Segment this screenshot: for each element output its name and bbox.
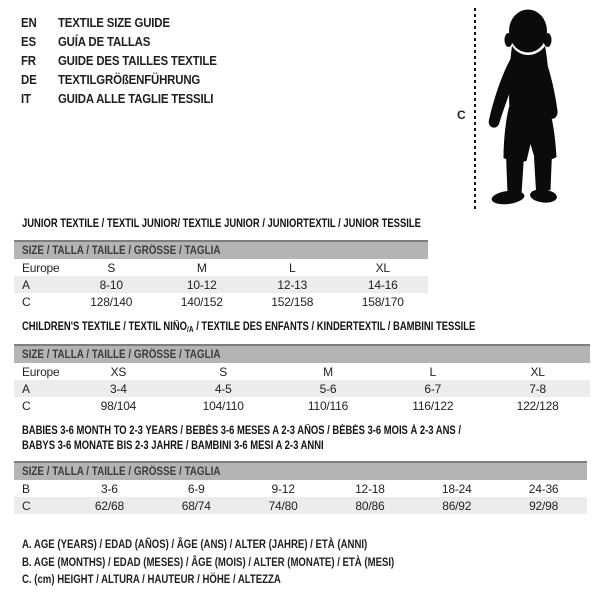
table-row [14, 363, 590, 380]
table-cell: 9-12 [271, 481, 295, 496]
children-size-table [14, 344, 590, 414]
row-label: C [22, 294, 31, 309]
table-cell: 14-16 [367, 277, 398, 292]
legend-notes [22, 536, 487, 589]
table-cell: 18-24 [441, 481, 472, 496]
table-cell: 62/68 [94, 498, 124, 513]
table-cell: 7-8 [529, 381, 546, 396]
language-row [21, 13, 217, 32]
children-heading-post: / TEXTILE DES ENFANTS / KINDERTEXTIL / BAMBINI TESSILE [193, 321, 476, 333]
babies-size-table [14, 461, 587, 514]
table-cell: XL [530, 364, 545, 379]
table-cell: L [429, 364, 437, 379]
height-marker-label: C [457, 108, 466, 122]
babies-heading-line1: BABIES 3-6 MONTH TO 2-3 YEARS / BEBÉS 3-6 MESES A 2-3 AÑOS / BÉBÉS 3-6 MOIS À 2-3 ANS / [22, 425, 461, 437]
height-dashed-line [474, 8, 476, 210]
junior-table-heading: JUNIOR TEXTILE / TEXTIL JUNIOR/ TEXTILE JUNIOR / JUNIORTEXTIL / JUNIOR TESSILE [22, 218, 421, 230]
guide-title: GUÍA DE TALLAS [57, 34, 151, 49]
size-header-label: SIZE / TALLA / TAILLE / GRÖSSE / TAGLIA [22, 244, 221, 257]
row-label: B [22, 481, 30, 496]
guide-title: TEXTILE SIZE GUIDE [57, 15, 170, 30]
row-label: Europe [22, 260, 60, 275]
table-row [14, 276, 428, 293]
children-table-heading [22, 320, 475, 337]
table-row [14, 293, 428, 310]
table-cell: L [289, 260, 296, 275]
note-age-years: A. AGE (YEARS) / EDAD (AÑOS) / ÂGE (ANS) / ALTER (JAHRE) / ETÀ (ANNI) [22, 537, 368, 551]
note-age-months: B. AGE (MONTHS) / EDAD (MESES) / ÂGE (MOIS) / ALTER (MONATE) / ETÀ (MESI) [22, 554, 395, 569]
table-cell: 110/116 [307, 398, 349, 413]
table-cell: 98/104 [100, 398, 137, 413]
table-row [14, 497, 587, 514]
row-label: C [22, 498, 31, 513]
table-cell: 8-10 [99, 277, 123, 292]
row-label: Europe [22, 364, 60, 379]
table-cell: 158/170 [361, 294, 404, 309]
language-code: IT [21, 91, 31, 106]
table-cell: 122/128 [516, 398, 559, 413]
table-cell: 24-36 [528, 481, 559, 496]
table-row [14, 259, 428, 276]
table-cell: S [107, 260, 116, 275]
size-header-row [14, 344, 590, 363]
table-cell: 3-6 [101, 481, 118, 496]
row-label: C [22, 398, 31, 413]
table-cell: 140/152 [180, 294, 223, 309]
table-cell: 92/98 [529, 498, 559, 513]
table-cell: 12-18 [355, 481, 385, 496]
language-row [21, 51, 217, 70]
table-cell: 104/110 [202, 398, 244, 413]
table-cell: 3-4 [110, 381, 127, 396]
size-header-row [14, 240, 428, 259]
language-code: ES [21, 34, 36, 49]
babies-table-heading [22, 424, 461, 454]
table-row [14, 480, 587, 497]
table-cell: XS [110, 364, 127, 379]
table-cell: M [196, 260, 207, 275]
table-cell: 80/86 [355, 498, 385, 513]
table-cell: 68/74 [181, 498, 211, 513]
language-row [21, 89, 217, 108]
table-cell: 74/80 [268, 498, 298, 513]
language-title-list [21, 13, 243, 108]
row-label: A [22, 277, 30, 292]
language-row [21, 32, 217, 51]
row-label: A [22, 381, 30, 396]
table-cell: S [219, 364, 228, 379]
children-heading-pre: CHILDREN'S TEXTILE / TEXTIL NIÑO [22, 321, 188, 333]
language-code: EN [21, 15, 37, 30]
table-row [14, 380, 590, 397]
language-row [21, 70, 217, 89]
guide-title: GUIDE DES TAILLES TEXTILE [57, 53, 217, 68]
babies-heading-line2: BABYS 3-6 MONATE BIS 2-3 JAHRE / BAMBINI 3-6 MESI A 2-3 ANNI [22, 440, 324, 452]
table-cell: 116/122 [412, 398, 454, 413]
table-cell: 12-13 [277, 277, 308, 292]
size-header-label: SIZE / TALLA / TAILLE / GRÖSSE / TAGLIA [22, 348, 221, 361]
language-code: DE [21, 72, 37, 87]
note-height-cm: C. (cm) HEIGHT / ALTURA / HAUTEUR / HÖHE / ALTEZZA [22, 572, 281, 586]
guide-title: TEXTILGRÖßENFÜHRUNG [57, 72, 201, 87]
guide-title: GUIDA ALLE TAGLIE TESSILI [57, 91, 214, 106]
toddler-silhouette-icon [484, 8, 576, 208]
size-header-label: SIZE / TALLA / TAILLE / GRÖSSE / TAGLIA [22, 465, 221, 478]
size-header-row [14, 461, 587, 480]
table-cell: 152/158 [271, 294, 314, 309]
language-code: FR [21, 53, 36, 68]
table-row [14, 397, 590, 414]
table-cell: M [323, 364, 333, 379]
table-cell: 6-7 [424, 381, 442, 396]
table-cell: 5-6 [319, 381, 337, 396]
table-cell: 4-5 [214, 381, 232, 396]
table-cell: 6-9 [187, 481, 205, 496]
table-cell: 128/140 [90, 294, 133, 309]
children-heading-subscript: /A [187, 325, 194, 334]
table-cell: XL [375, 260, 390, 275]
table-cell: 10-12 [186, 277, 217, 292]
junior-size-table [14, 240, 428, 310]
table-cell: 86/92 [442, 498, 472, 513]
